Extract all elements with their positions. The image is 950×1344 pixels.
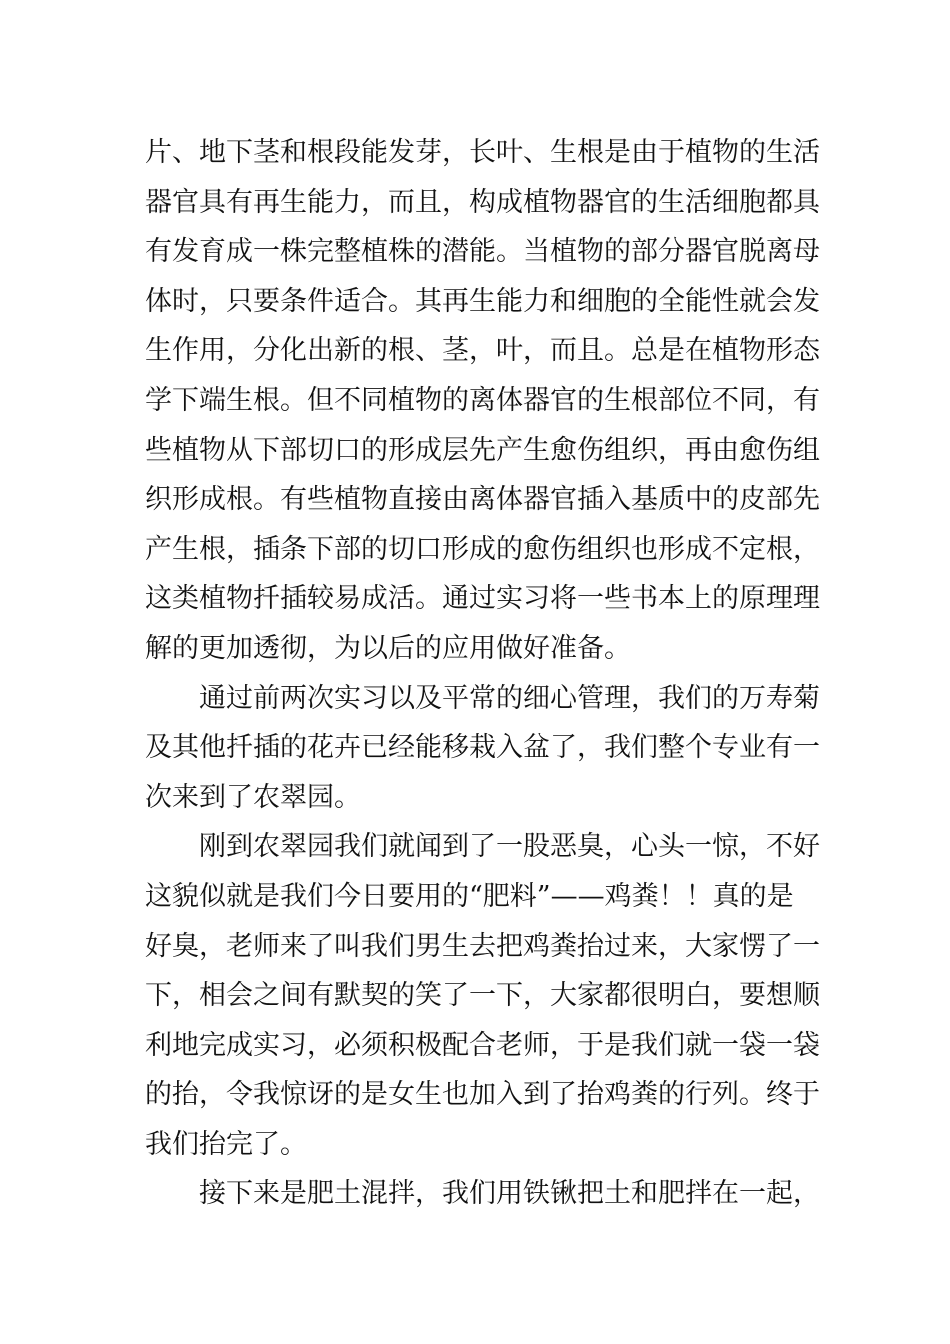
text-line: 这类植物扦插较易成活。通过实习将一些书本上的原理理 [145, 583, 820, 615]
text-line: 解的更加透彻，为以后的应用做好准备。 [145, 632, 631, 664]
text-line: 织形成根。有些植物直接由离体器官插入基质中的皮部先 [145, 484, 820, 516]
text-line: 有发育成一株完整植株的潜能。当植物的部分器官脱离母 [145, 236, 820, 268]
text-line: 片、地下茎和根段能发芽，长叶、生根是由于植物的生活 [145, 137, 820, 168]
text-line: 通过前两次实习以及平常的细心管理，我们的万寿菊 [199, 682, 820, 714]
text-line: 学下端生根。但不同植物的离体器官的生根部位不同，有 [145, 384, 820, 416]
text-line: 体时，只要条件适合。其再生能力和细胞的全能性就会发 [145, 285, 820, 317]
paragraph-3 [145, 822, 820, 1169]
text-line: 产生根，插条下部的切口形成的愈伤组织也形成不定根， [145, 533, 820, 565]
text-line: 刚到农翠园我们就闻到了一股恶臭，心头一惊，不好 [199, 831, 820, 863]
text-line: 及其他扦插的花卉已经能移栽入盆了，我们整个专业有一 [145, 732, 820, 764]
text-line: 利地完成实习，必须积极配合老师，于是我们就一袋一袋 [145, 1029, 820, 1061]
paragraph-1 [145, 128, 820, 674]
paragraph-2 [145, 674, 820, 823]
text-line: 好臭，老师来了叫我们男生去把鸡粪抬过来，大家愣了一 [145, 930, 820, 962]
paragraph-4 [145, 1169, 820, 1219]
text-line: 器官具有再生能力，而且，构成植物器官的生活细胞都具 [145, 186, 820, 218]
text-line: 接下来是肥土混拌，我们用铁锹把土和肥拌在一起， [199, 1178, 820, 1210]
text-line: 我们抬完了。 [145, 1128, 307, 1160]
text-line: 次来到了农翠园。 [145, 781, 361, 813]
text-line: 的抬，令我惊讶的是女生也加入到了抬鸡粪的行列。终于 [145, 1079, 820, 1111]
text-line: 下，相会之间有默契的笑了一下，大家都很明白，要想顺 [145, 980, 820, 1012]
text-line: 些植物从下部切口的形成层先产生愈伤组织，再由愈伤组 [145, 434, 820, 466]
text-line: 这貌似就是我们今日要用的“肥料”——鸡粪！！真的是 [145, 880, 794, 912]
body-text [145, 128, 820, 1219]
text-line: 生作用，分化出新的根、茎，叶，而且。总是在植物形态 [145, 335, 820, 367]
